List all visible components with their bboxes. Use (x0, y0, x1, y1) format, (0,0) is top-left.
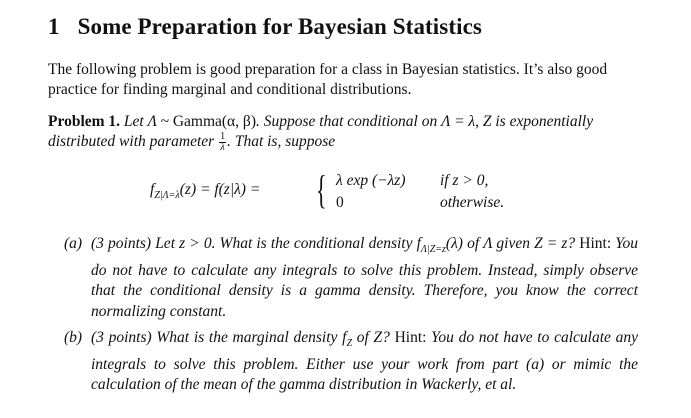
fraction-numerator: 1 (220, 131, 226, 142)
section-heading (48, 14, 482, 40)
part-a-hint-label: Hint: (579, 235, 612, 252)
cases-brace: { (316, 167, 327, 212)
problem-text-3: . That is, suppose (227, 133, 336, 151)
equation-f-subscript: Z|Λ=λ (154, 190, 180, 202)
part-a-text-1: (3 points) Let z > 0. What is the conditional density (91, 235, 417, 252)
section-title: Some Preparation for Bayesian Statistics (77, 14, 482, 39)
part-b (64, 328, 638, 396)
problem-label: Problem 1. (48, 113, 121, 130)
part-b-text-2: of Z? (352, 329, 395, 346)
part-b-tag: (b) (64, 329, 83, 346)
part-a-f-subscript: Λ|Z=z (420, 244, 446, 256)
parameter-fraction (219, 132, 226, 153)
part-a-f: f (416, 235, 421, 252)
problem-text-2: . Suppose that conditional on Λ = λ, Z is exponentially distributed with parameter (48, 113, 594, 151)
problem-text-1: Let Λ ~ (123, 113, 173, 130)
part-b-text-3: You do not have to calculate any integrals to solve this problem. Either use your work from part (a) or mimic the calculation of the mean of the gamma distribution in Wackerly, et al. (91, 329, 638, 394)
part-b-f: f (342, 329, 347, 346)
part-b-f-subscript: Z (346, 338, 353, 350)
case-2-expression: 0 (336, 194, 344, 211)
part-a-body (91, 234, 638, 322)
problem-statement (48, 112, 648, 153)
equation-f: f (150, 181, 155, 198)
problem-distribution: Gamma(α, β) (172, 113, 256, 130)
part-a-tag: (a) (64, 235, 83, 252)
part-b-text-1: (3 points) What is the marginal density (91, 329, 343, 346)
part-a-text-2: (λ) of Λ given Z = z? (445, 235, 580, 252)
case-1-expression: λ exp (−λz) (336, 172, 406, 189)
density-equation (150, 167, 570, 214)
equation-lhs (150, 181, 260, 201)
section-number: 1 (48, 14, 60, 39)
case-2-condition: otherwise. (440, 194, 505, 211)
fraction-denominator: λ (220, 142, 225, 153)
equation-lhs-rest: (z) = f(z|λ) = (179, 181, 261, 198)
intro-paragraph: The following problem is good preparation for a class in Bayesian statistics. It’s also good practice for finding marginal and conditional distributions. (48, 61, 608, 98)
part-a (64, 234, 638, 322)
case-1-condition: if z > 0, (440, 172, 489, 189)
part-b-body (91, 328, 638, 396)
part-a-text-3: You do not have to calculate any integrals to solve this problem. Instead, simply observe that the conditional density is a gamma density. Therefore, you know the correct normalizing constant. (91, 235, 638, 320)
part-b-hint-label: Hint: (394, 329, 427, 346)
